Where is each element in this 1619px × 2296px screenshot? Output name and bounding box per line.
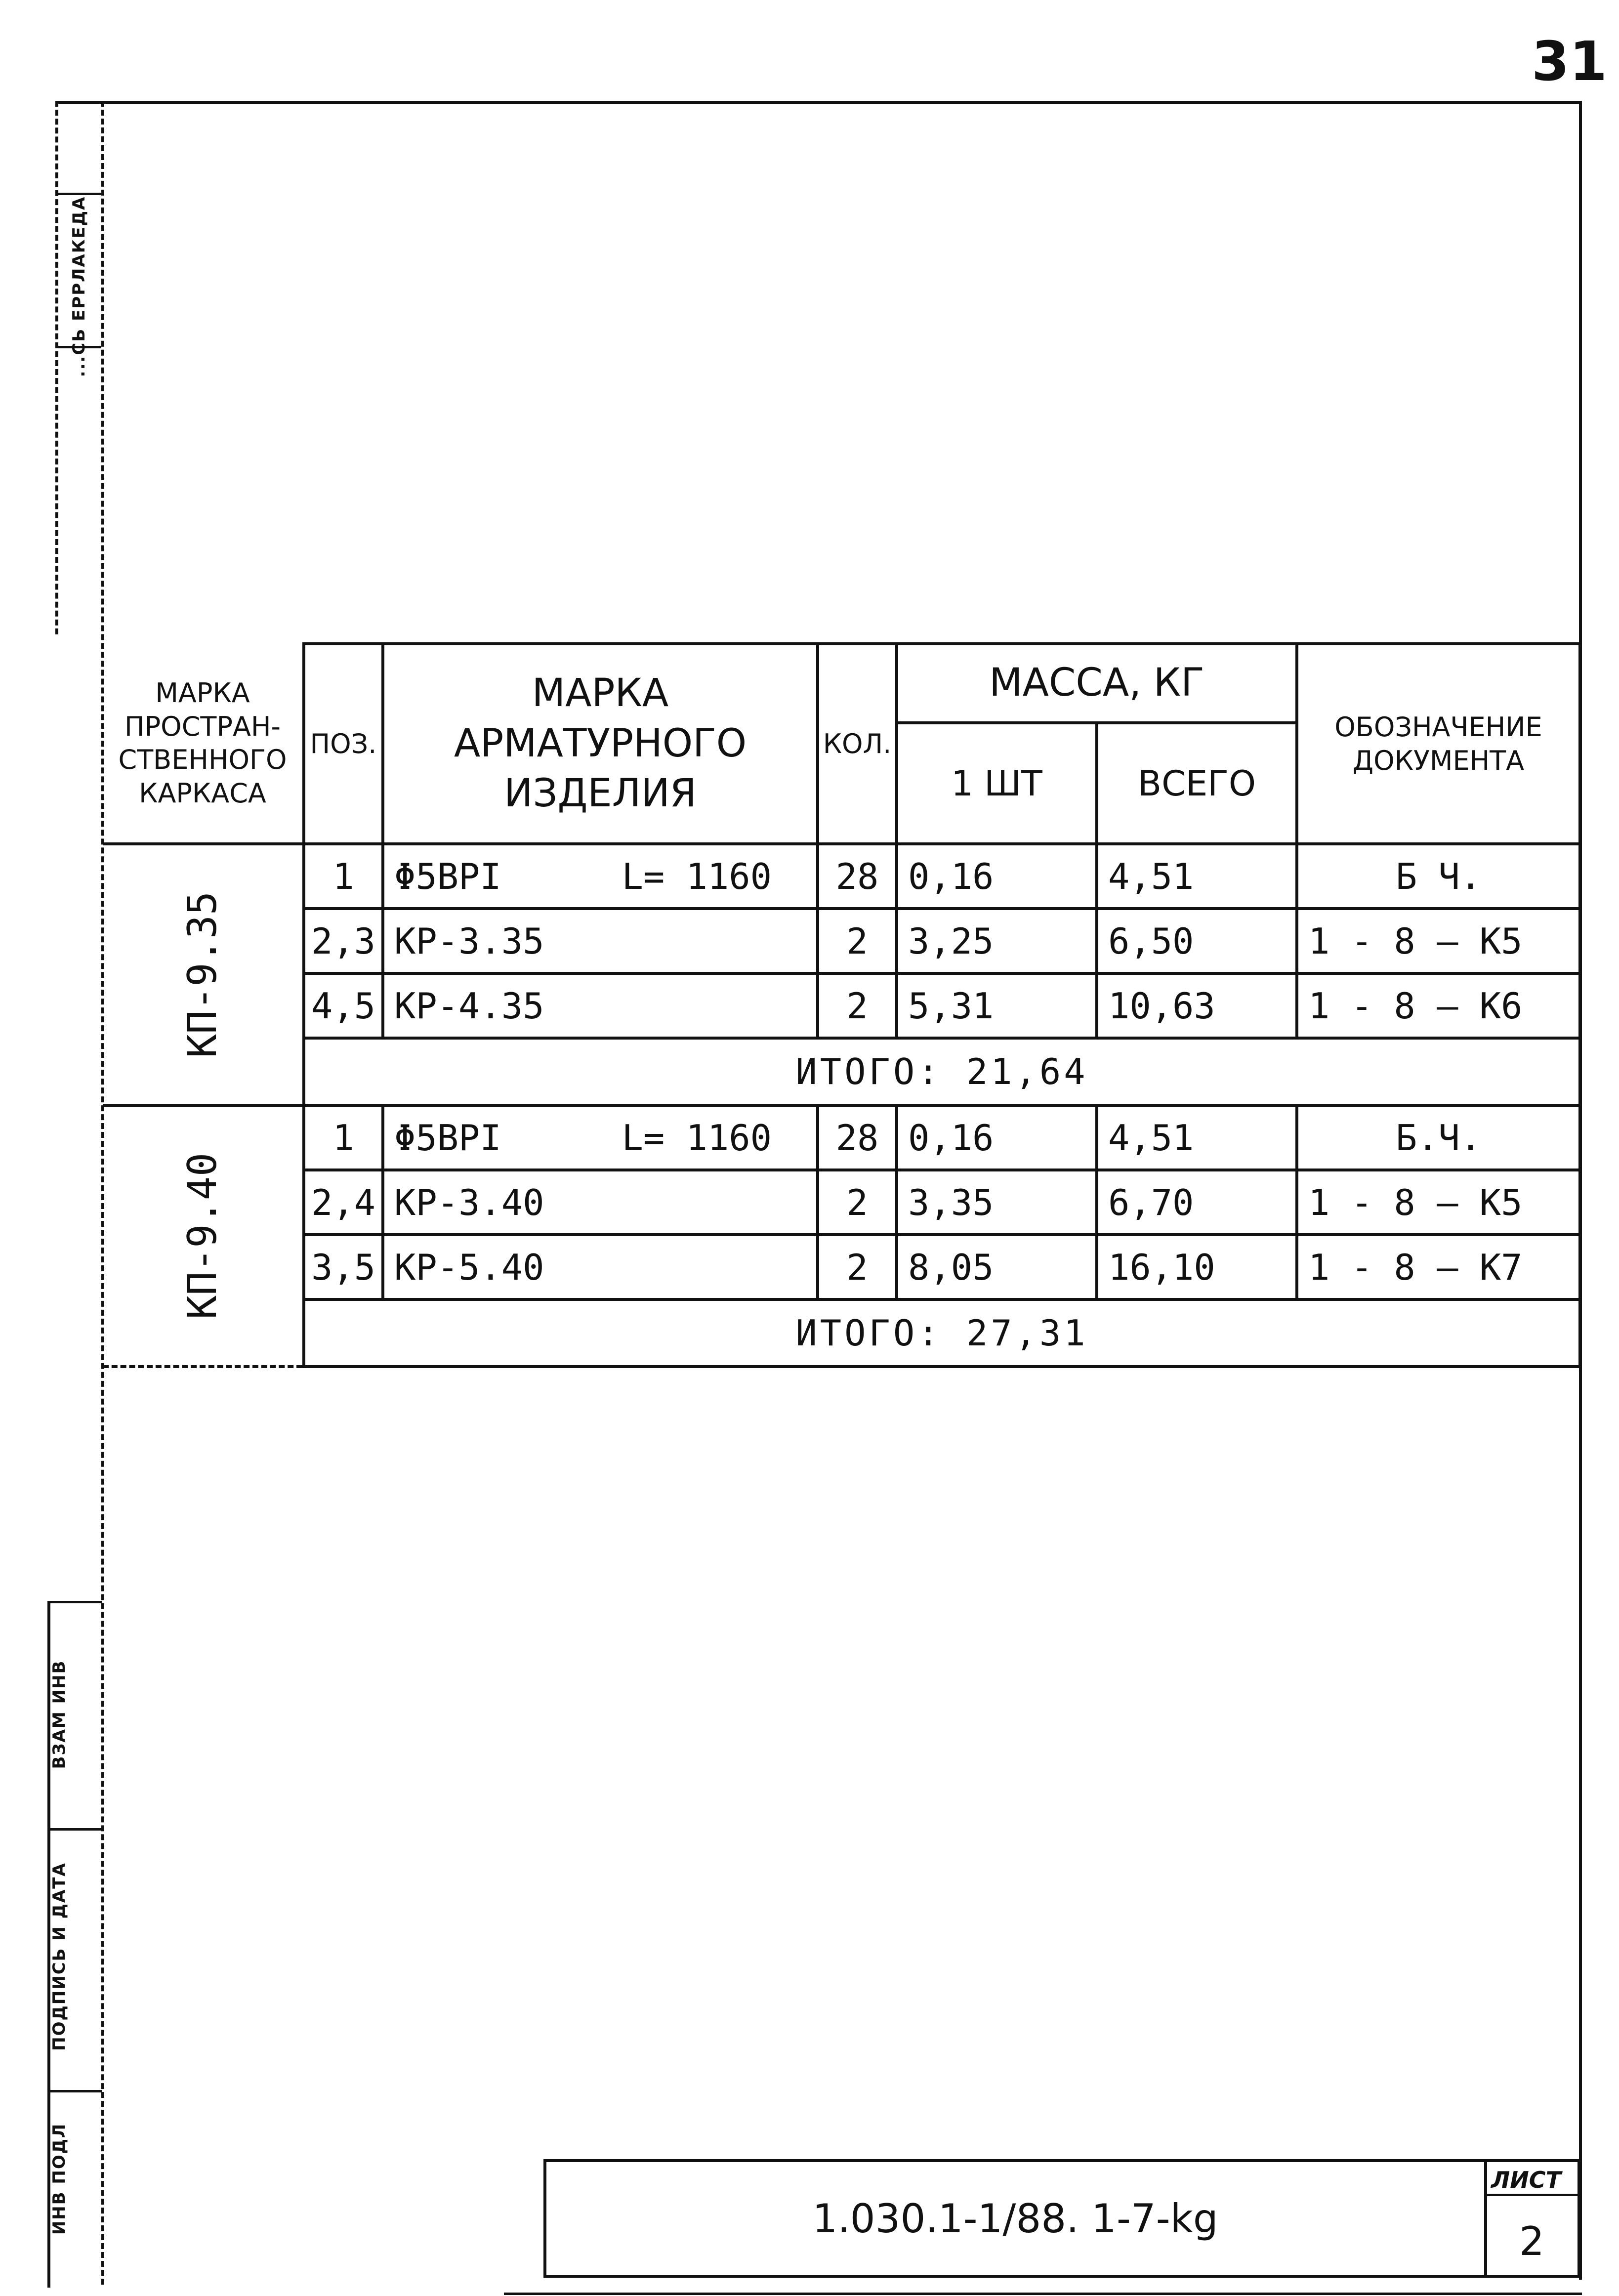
table-row: [103, 844, 1580, 909]
margin-strip-upper: [55, 101, 58, 634]
table-row: [103, 909, 1580, 973]
mass-total-cell: 4,51: [1097, 844, 1297, 909]
frame-mark: КП-9.35: [179, 891, 226, 1058]
qty-cell: 2: [818, 1170, 897, 1235]
pos-cell: 4,5: [304, 973, 383, 1038]
doc-cell: Б Ч.: [1297, 844, 1580, 909]
margin-stamp-divider: [47, 1601, 102, 1603]
header-document: ОБОЗНАЧЕНИЕ ДОКУМЕНТА: [1297, 644, 1580, 844]
qty-cell: 2: [818, 1235, 897, 1299]
table-row: [103, 1105, 1580, 1170]
sheet-label: ЛИСТ: [1491, 2167, 1561, 2193]
frame-mark: КП-9.40: [179, 1152, 226, 1320]
total-row: [103, 1038, 1580, 1105]
mass-total-cell: 16,10: [1097, 1235, 1297, 1299]
pos-cell: 2,4: [304, 1170, 383, 1235]
table-row: [103, 973, 1580, 1038]
item-cell: [383, 844, 818, 909]
pos-cell: 2,3: [304, 909, 383, 973]
mass-one-cell: 3,35: [897, 1170, 1097, 1235]
table-row: [103, 1235, 1580, 1299]
item-mark: Φ5ВРI: [394, 855, 501, 897]
header-mass-total: ВСЕГО: [1097, 723, 1297, 844]
item-mark: КР-3.35: [394, 920, 544, 962]
margin-stamp-upper: ...СЬ ЕРРЛАКЕДА: [69, 196, 89, 377]
qty-cell: 28: [818, 1105, 897, 1170]
page-number: 31: [1532, 30, 1608, 93]
doc-cell: 1 - 8 — К7: [1297, 1235, 1580, 1299]
frame-mark-cell: [103, 844, 304, 1105]
doc-cell: 1 - 8 — К5: [1297, 909, 1580, 973]
header-position: ПОЗ.: [304, 644, 383, 844]
item-length: L= 1160: [622, 855, 772, 897]
total-row: [103, 1299, 1580, 1367]
sheet-number: 2: [1519, 2218, 1544, 2264]
qty-cell: 2: [818, 973, 897, 1038]
item-cell: [383, 909, 818, 973]
mass-total-cell: 4,51: [1097, 1105, 1297, 1170]
document-code: 1.030.1-1/88. 1-7-kg: [543, 2159, 1487, 2278]
stamp-inv-podl: ИНВ ПОДЛ: [49, 2123, 69, 2235]
sheet-box-divider: [1485, 2194, 1580, 2196]
specification-table: [103, 642, 1581, 1368]
pos-cell: 3,5: [304, 1235, 383, 1299]
mass-one-cell: 0,16: [897, 844, 1097, 909]
item-cell: [383, 1105, 818, 1170]
total-cell: ИТОГО: 27,31: [304, 1299, 1580, 1367]
mass-total-cell: 10,63: [1097, 973, 1297, 1038]
pos-cell: 1: [304, 1105, 383, 1170]
pos-cell: 1: [304, 844, 383, 909]
frame-top-border: [55, 101, 1582, 104]
item-mark: КР-3.40: [394, 1181, 544, 1223]
qty-cell: 2: [818, 909, 897, 973]
header-frame-mark: МАРКА ПРОСТРАН-СТВЕННОГО КАРКАСА: [103, 644, 304, 844]
item-cell: [383, 1235, 818, 1299]
bottom-rule: [504, 2293, 1582, 2295]
header-mass: МАССА, КГ: [897, 644, 1297, 723]
doc-cell: Б.Ч.: [1297, 1105, 1580, 1170]
doc-cell: 1 - 8 — К6: [1297, 973, 1580, 1038]
item-mark: КР-4.35: [394, 985, 544, 1027]
table-row: [103, 1170, 1580, 1235]
frame-mark-cell: [103, 1105, 304, 1367]
item-cell: [383, 1170, 818, 1235]
item-mark: Φ5ВРI: [394, 1117, 501, 1159]
mass-one-cell: 8,05: [897, 1235, 1097, 1299]
margin-stamp-divider: [47, 2090, 102, 2092]
doc-cell: 1 - 8 — К5: [1297, 1170, 1580, 1235]
stamp-vzam-inv: ВЗАМ ИНВ: [49, 1660, 69, 1769]
mass-one-cell: 3,25: [897, 909, 1097, 973]
qty-cell: 28: [818, 844, 897, 909]
header-quantity: КОЛ.: [818, 644, 897, 844]
stamp-podpis-data: ПОДПИСЬ И ДАТА: [49, 1862, 69, 2051]
item-mark: КР-5.40: [394, 1246, 544, 1288]
margin-stamp-divider: [47, 1828, 102, 1831]
item-cell: [383, 973, 818, 1038]
header-mass-one: 1 ШТ: [897, 723, 1097, 844]
total-cell: ИТОГО: 21,64: [304, 1038, 1580, 1105]
mass-one-cell: 5,31: [897, 973, 1097, 1038]
item-length: L= 1160: [622, 1117, 772, 1159]
mass-total-cell: 6,50: [1097, 909, 1297, 973]
mass-one-cell: 0,16: [897, 1105, 1097, 1170]
mass-total-cell: 6,70: [1097, 1170, 1297, 1235]
header-item-mark: МАРКА АРМАТУРНОГО ИЗДЕЛИЯ: [383, 644, 818, 844]
